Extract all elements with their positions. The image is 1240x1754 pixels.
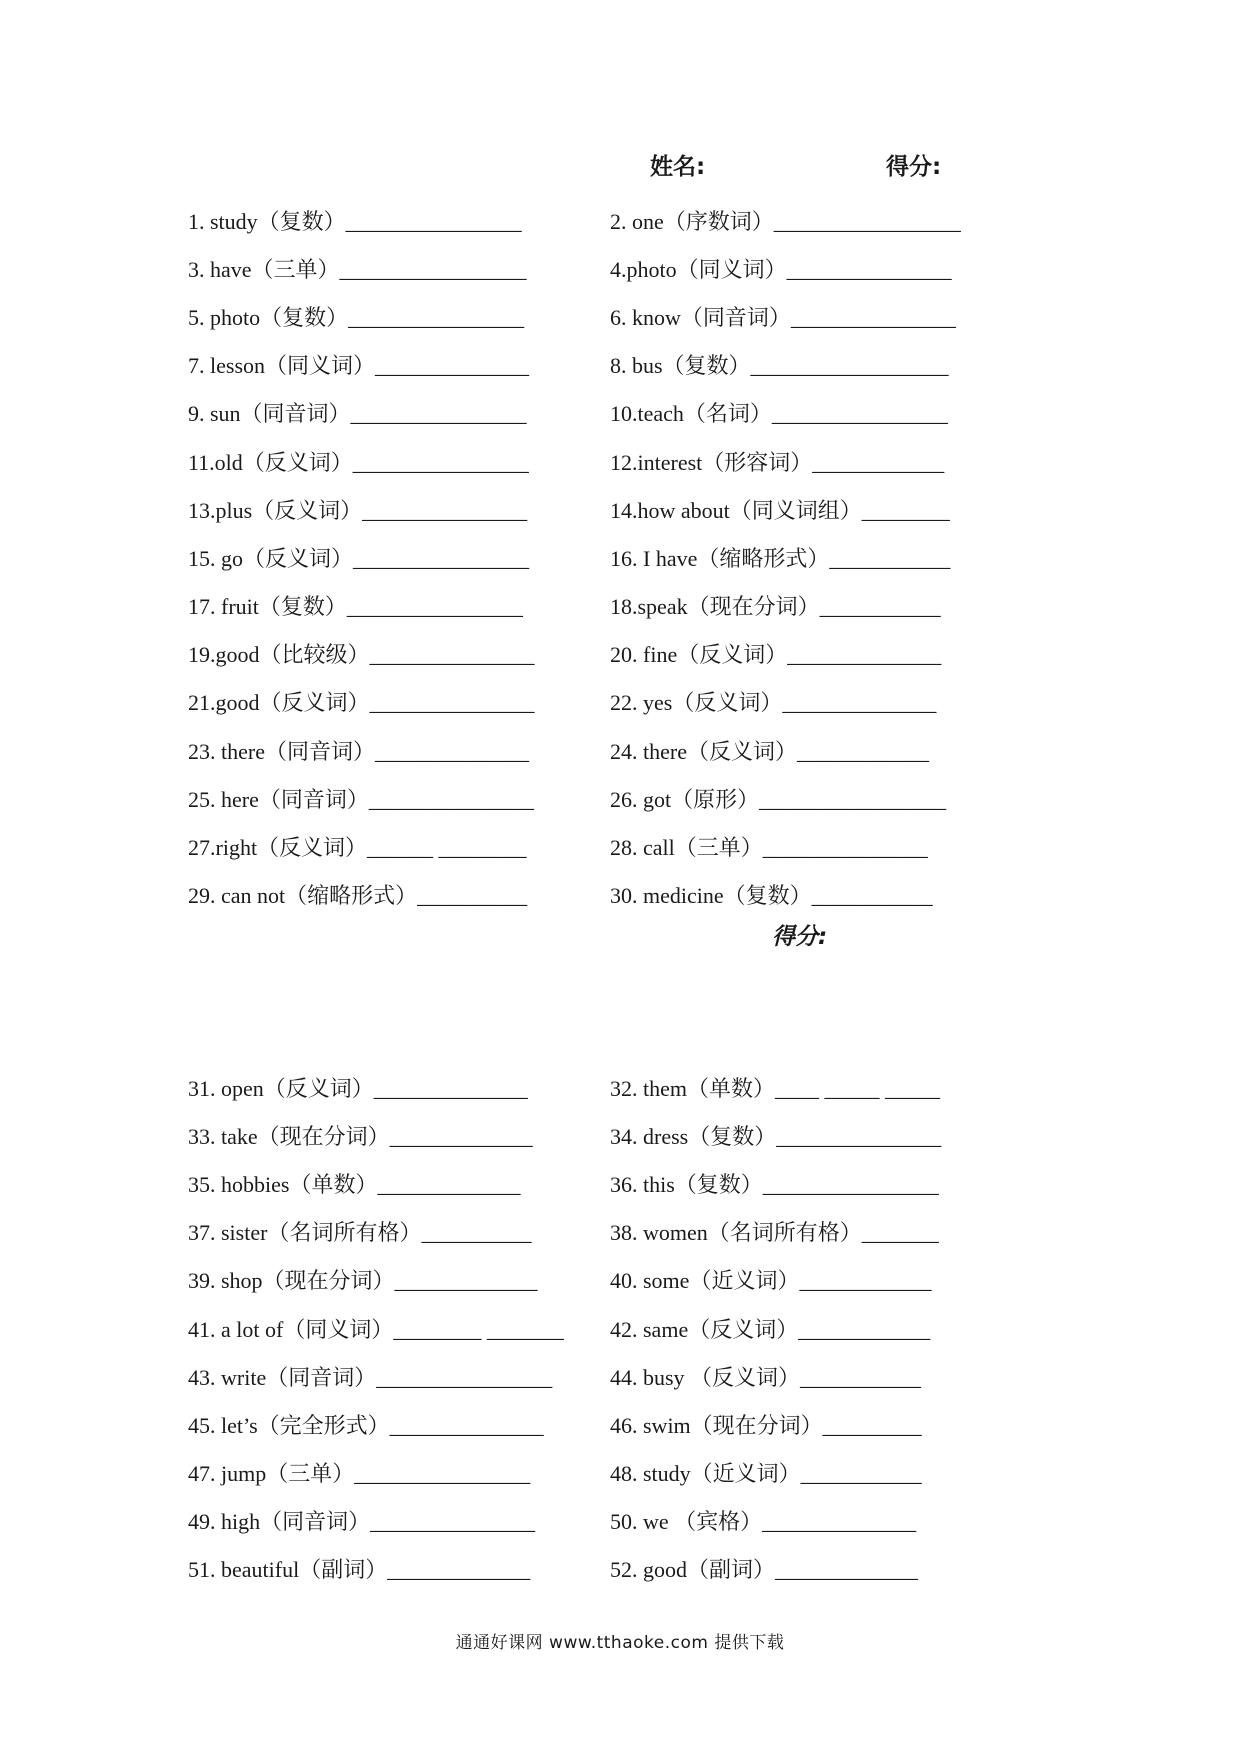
- exercise-row: [188, 1304, 1068, 1352]
- exercise-item: 17. fruit（复数）________________: [188, 594, 523, 620]
- exercise-item: 50. we （宾格）______________: [610, 1509, 917, 1535]
- exercise-item: 3. have（三单）_________________: [188, 256, 527, 282]
- exercise-item: 44. busy （反义词）___________: [610, 1364, 922, 1390]
- exercise-item: 16. I have（缩略形式）___________: [610, 545, 951, 571]
- exercise-item: 5. photo（复数）________________: [188, 304, 525, 330]
- exercise-item: 23. there（同音词）______________: [188, 738, 529, 764]
- exercise-row: [188, 1352, 1068, 1400]
- exercise-row: [188, 1256, 1068, 1304]
- exercise-item: 38. women（名词所有格）_______: [610, 1220, 939, 1246]
- exercise-item: 1. study（复数）________________: [188, 208, 522, 234]
- exercise-item: 43. write（同音词）________________: [188, 1364, 553, 1390]
- exercise-row: [188, 1449, 1068, 1497]
- exercise-row: [188, 1208, 1068, 1256]
- exercise-item: 15. go（反义词）________________: [188, 545, 530, 571]
- exercise-row: [188, 196, 1068, 244]
- exercise-item: 18.speak（现在分词）___________: [610, 594, 941, 620]
- score-label: 得分:: [886, 154, 942, 180]
- exercise-item: 49. high（同音词）_______________: [188, 1509, 536, 1535]
- exercise-row: [188, 292, 1068, 340]
- exercise-item: 40. some（近义词）____________: [610, 1268, 932, 1294]
- exercise-row: [188, 822, 1068, 870]
- exercise-row: [188, 341, 1068, 389]
- exercise-row: [188, 1497, 1068, 1545]
- exercise-item: 11.old（反义词）________________: [188, 449, 529, 475]
- exercise-item: 12.interest（形容词）____________: [610, 449, 945, 475]
- exercise-row: [188, 1545, 1068, 1593]
- exercise-item: 28. call（三单）_______________: [610, 835, 928, 861]
- exercise-item: 48. study（近义词）___________: [610, 1461, 922, 1487]
- exercise-item: 51. beautiful（副词）_____________: [188, 1557, 531, 1583]
- exercise-row: [188, 871, 1068, 919]
- exercise-item: 9. sun（同音词）________________: [188, 401, 527, 427]
- exercise-item: 37. sister（名词所有格）__________: [188, 1220, 532, 1246]
- exercise-item: 4.photo（同义词）_______________: [610, 256, 952, 282]
- exercise-row: [188, 1063, 1068, 1111]
- exercise-item: 2. one（序数词）_________________: [610, 208, 961, 234]
- exercise-item: 19.good（比较级）_______________: [188, 642, 535, 668]
- exercise-row: [188, 774, 1068, 822]
- exercise-item: 41. a lot of（同义词）________ _______: [188, 1316, 564, 1342]
- exercise-row: [188, 582, 1068, 630]
- exercise-item: 6. know（同音词）_______________: [610, 304, 956, 330]
- score-label-section-2: 得分:: [772, 924, 828, 950]
- exercise-row: [188, 485, 1068, 533]
- exercise-item: 31. open（反义词）______________: [188, 1075, 528, 1101]
- exercise-item: 8. bus（复数）__________________: [610, 353, 949, 379]
- header: [650, 148, 1050, 184]
- exercise-item: 26. got（原形）_________________: [610, 786, 947, 812]
- exercise-item: 10.teach（名词）________________: [610, 401, 948, 427]
- exercise-item: 32. them（单数）____ _____ _____: [610, 1075, 940, 1101]
- exercise-item: 27.right（反义词）______ ________: [188, 835, 527, 861]
- exercise-row: [188, 726, 1068, 774]
- exercise-item: 36. this（复数）________________: [610, 1171, 939, 1197]
- exercise-row: [188, 678, 1068, 726]
- exercise-item: 24. there（反义词）____________: [610, 738, 929, 764]
- exercise-row: [188, 533, 1068, 581]
- footer-credit: 通通好课网 www.tthaoke.com 提供下载: [455, 1633, 785, 1653]
- exercise-item: 29. can not（缩略形式）__________: [188, 883, 528, 909]
- exercise-item: 22. yes（反义词）______________: [610, 690, 937, 716]
- exercise-item: 35. hobbies（单数）_____________: [188, 1171, 521, 1197]
- exercise-item: 20. fine（反义词）______________: [610, 642, 942, 668]
- exercise-item: 14.how about（同义词组）________: [610, 497, 950, 523]
- exercise-item: 34. dress（复数）_______________: [610, 1123, 942, 1149]
- exercise-row: [188, 1400, 1068, 1448]
- exercise-item: 42. same（反义词）____________: [610, 1316, 931, 1342]
- exercise-item: 45. let’s（完全形式）______________: [188, 1412, 544, 1438]
- exercise-item: 46. swim（现在分词）_________: [610, 1412, 922, 1438]
- exercise-row: [188, 437, 1068, 485]
- exercise-row: [188, 630, 1068, 678]
- exercise-item: 33. take（现在分词）_____________: [188, 1123, 533, 1149]
- exercise-row: [188, 1111, 1068, 1159]
- exercise-item: 47. jump（三单）________________: [188, 1461, 531, 1487]
- exercise-item: 52. good（副词）_____________: [610, 1557, 919, 1583]
- name-label: 姓名:: [650, 154, 706, 180]
- exercise-block-1: [188, 196, 1068, 919]
- exercise-block-2: [188, 1063, 1068, 1593]
- exercise-row: [188, 1159, 1068, 1207]
- exercise-item: 13.plus（反义词）_______________: [188, 497, 528, 523]
- exercise-item: 39. shop（现在分词）_____________: [188, 1268, 538, 1294]
- exercise-item: 21.good（反义词）_______________: [188, 690, 535, 716]
- exercise-row: [188, 389, 1068, 437]
- exercise-item: 25. here（同音词）_______________: [188, 786, 534, 812]
- exercise-item: 7. lesson（同义词）______________: [188, 353, 530, 379]
- exercise-item: 30. medicine（复数）___________: [610, 883, 933, 909]
- exercise-row: [188, 244, 1068, 292]
